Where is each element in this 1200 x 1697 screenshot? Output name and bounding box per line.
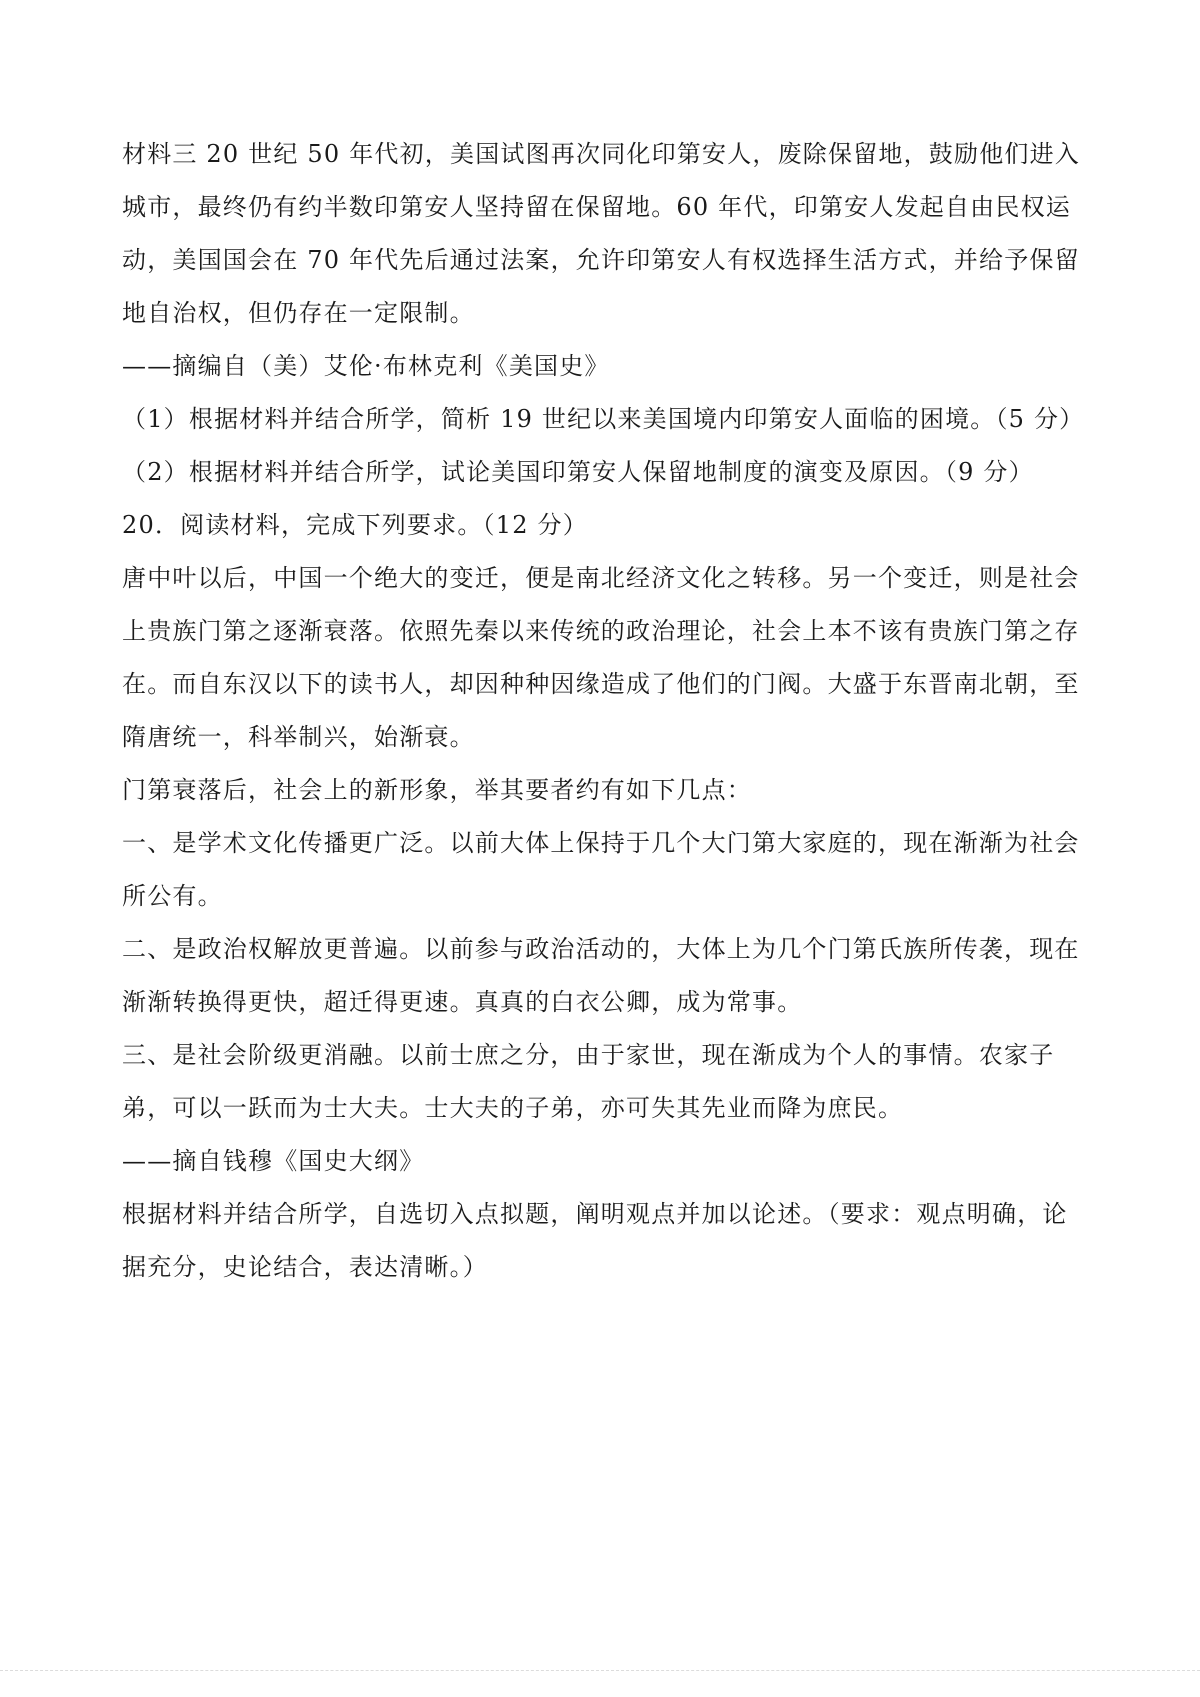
question-20-source: ——摘自钱穆《国史大纲》: [122, 1147, 425, 1175]
question-19-part-1: （1）根据材料并结合所学，简析 19 世纪以来美国境内印第安人面临的困境。（5 分）: [122, 405, 1085, 433]
question-20-task: 根据材料并结合所学，自选切入点拟题，阐明观点并加以论述。（要求：观点明确，论据充分，史论结合，表达清晰。）: [122, 1200, 1068, 1281]
question-20-material-para-2: 门第衰落后，社会上的新形象，举其要者约有如下几点：: [122, 776, 752, 804]
material-three-source: ——摘编自（美）艾伦·布林克利《美国史》: [122, 352, 610, 380]
question-20-point-1: 一、是学术文化传播更广泛。以前大体上保持于几个大门第大家庭的，现在渐渐为社会所公有。: [122, 829, 1080, 910]
question-19-part-2: （2）根据材料并结合所学，试论美国印第安人保留地制度的演变及原因。（9 分）: [122, 458, 1034, 486]
page-bottom-divider: [0, 1670, 1200, 1671]
question-20-point-2: 二、是政治权解放更普遍。以前参与政治活动的，大体上为几个门第氏族所传袭，现在渐渐转换得更快，超迁得更速。真真的白衣公卿，成为常事。: [122, 935, 1080, 1016]
question-20-material-para-1: 唐中叶以后，中国一个绝大的变迁，便是南北经济文化之转移。另一个变迁，则是社会上贵族门第之逐渐衰落。依照先秦以来传统的政治理论，社会上本不该有贵族门第之存在。而自东汉以下的读书人，却因种种因缘造成了他们的门阀。大盛于东晋南北朝，至隋唐统一，科举制兴，始渐衰。: [122, 564, 1080, 751]
question-20-header: 20．阅读材料，完成下列要求。（12 分）: [122, 511, 588, 539]
question-20-point-3: 三、是社会阶级更消融。以前士庶之分，由于家世，现在渐成为个人的事情。农家子弟，可以一跃而为士大夫。士大夫的子弟，亦可失其先业而降为庶民。: [122, 1041, 1055, 1122]
material-three-text: 材料三 20 世纪 50 年代初，美国试图再次同化印第安人，废除保留地，鼓励他们进入城市，最终仍有约半数印第安人坚持留在保留地。60 年代，印第安人发起自由民权运动，美国国会在 70 年代先后通过法案，允许印第安人有权选择生活方式，并给予保留地自治权，但仍存在一定限制。: [122, 140, 1080, 327]
page-content: [122, 128, 1085, 1294]
